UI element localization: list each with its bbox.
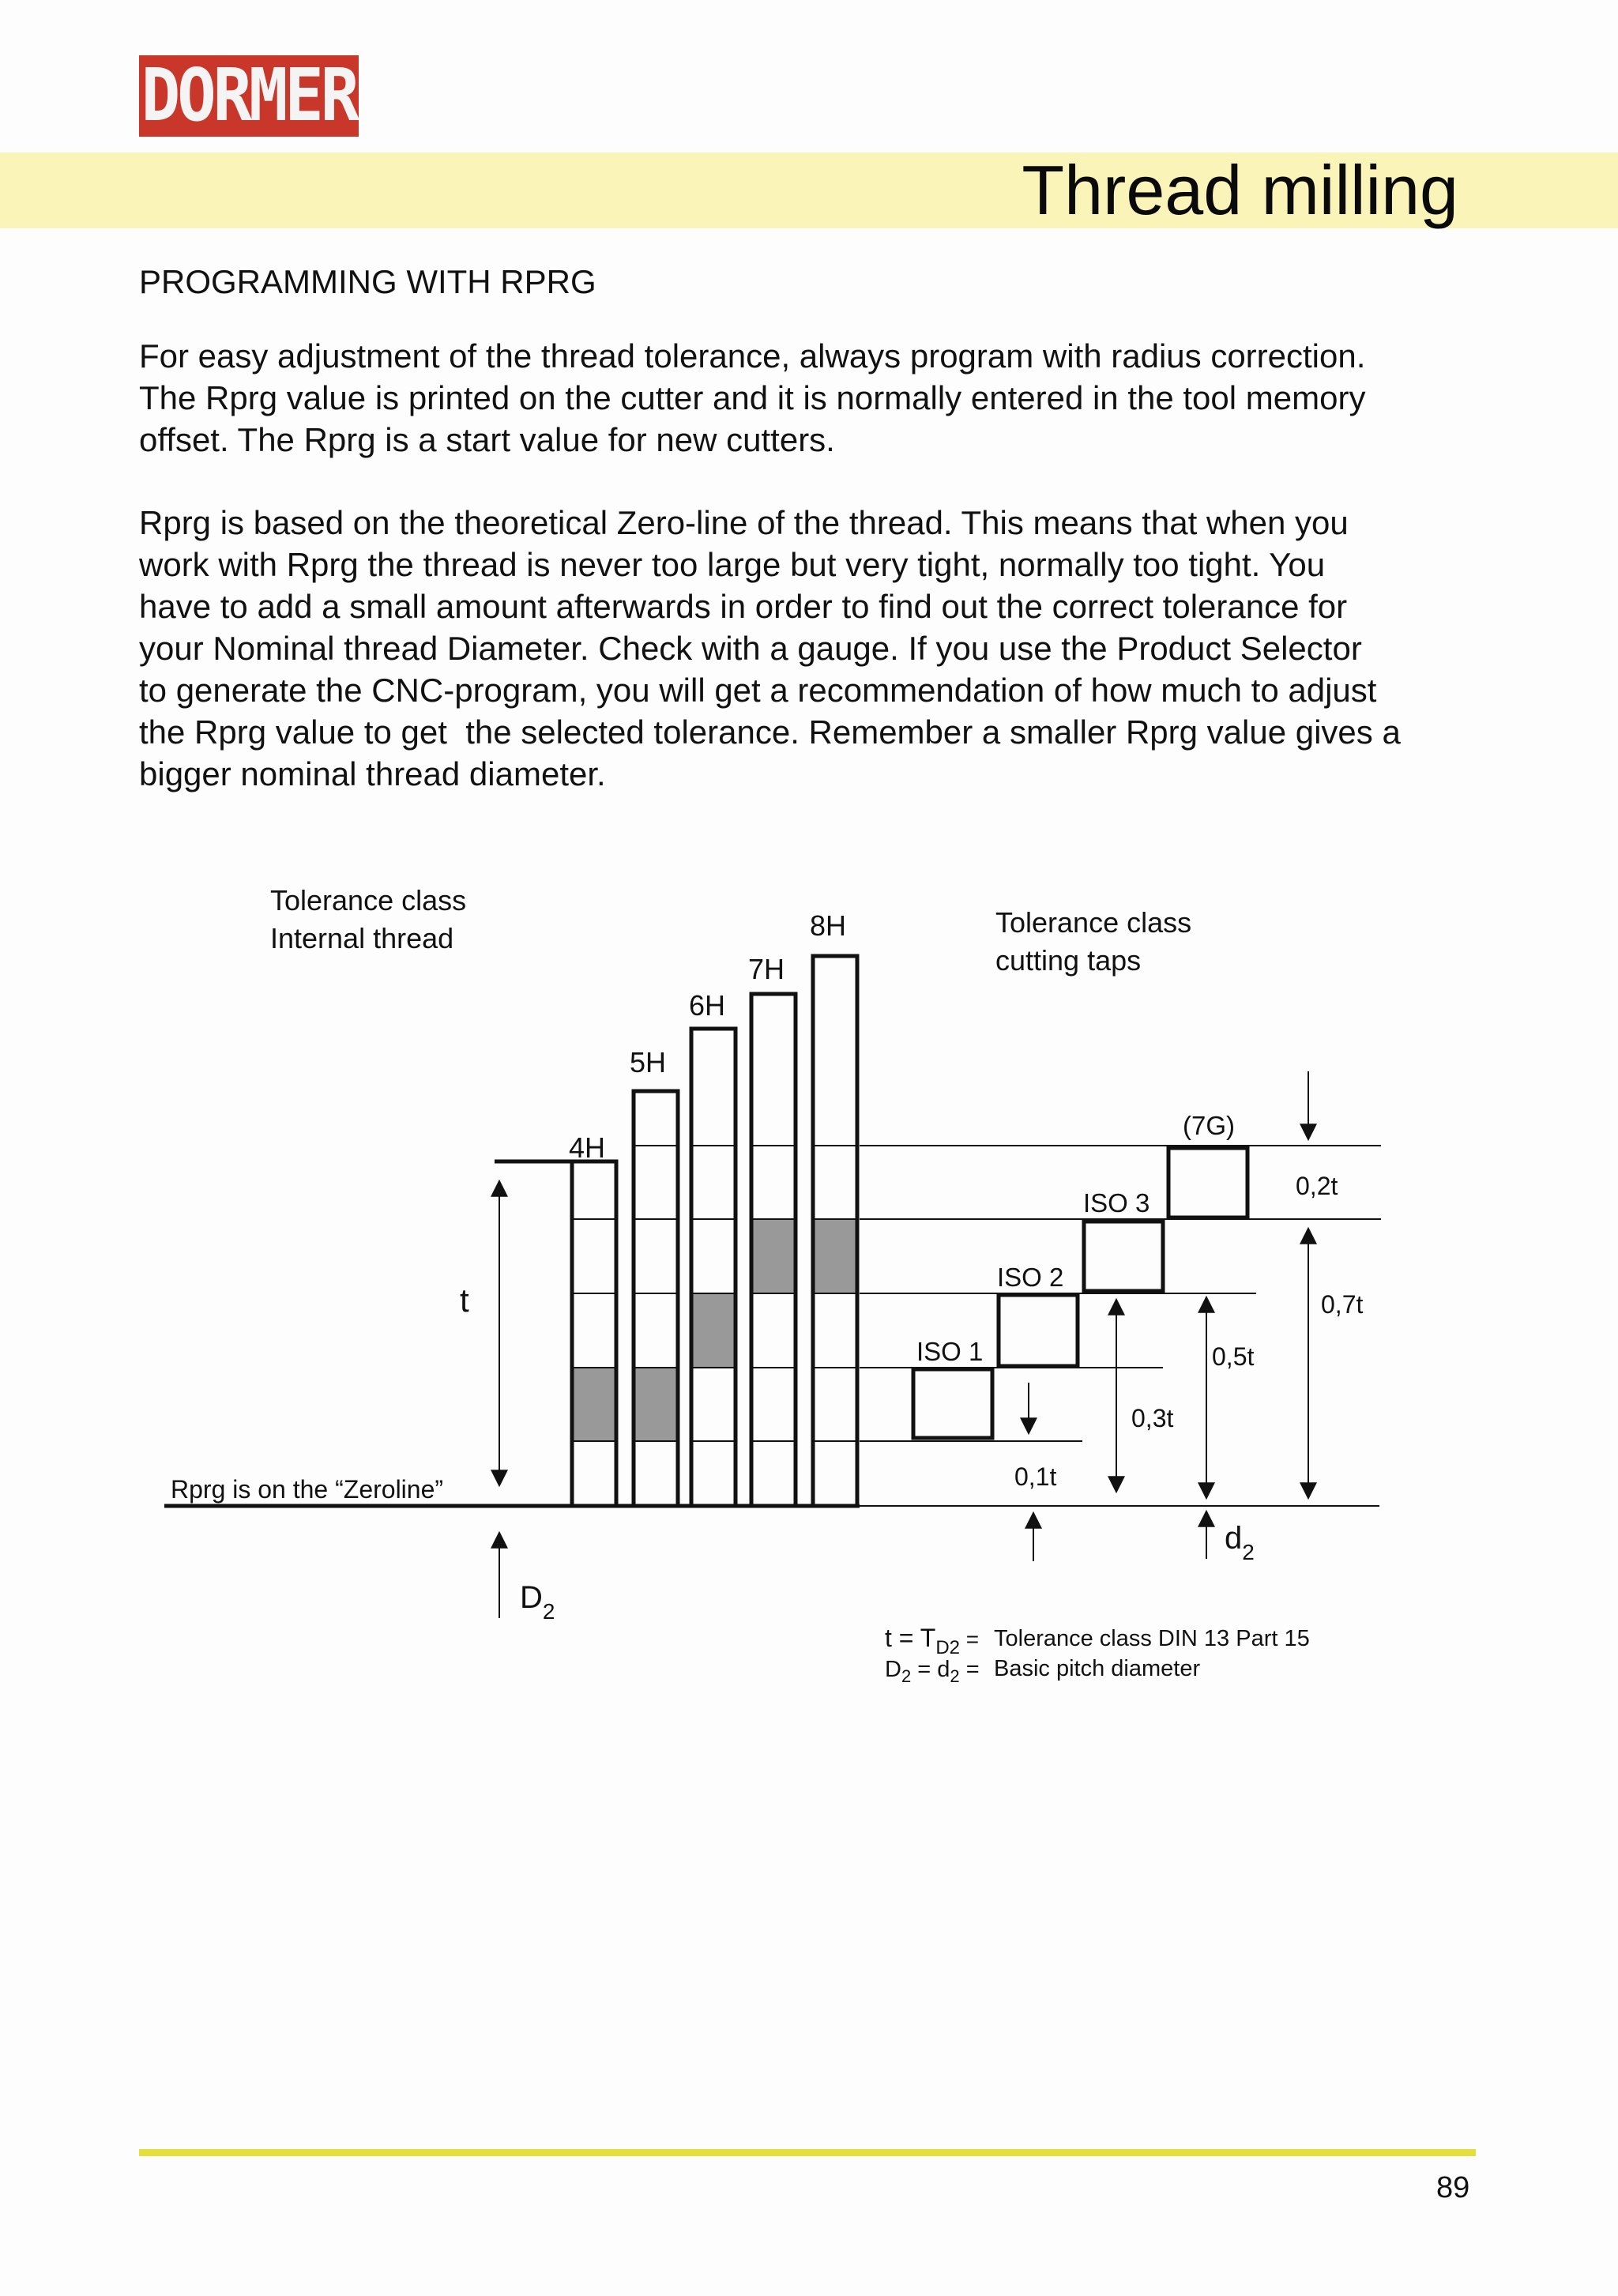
legend-row-1-text: Tolerance class DIN 13 Part 15 — [994, 1626, 1310, 1651]
label-4H: 4H — [569, 1131, 606, 1164]
legend-eq-2: = — [959, 1657, 980, 1682]
legend-d-sub: 2 — [950, 1666, 960, 1686]
label-02t: 0,2t — [1296, 1172, 1338, 1200]
internal-columns — [572, 956, 857, 1506]
legend-t-TD: t = T — [885, 1624, 936, 1652]
paragraph-line: your Nominal thread Diameter. Check with a gauge. If you use the Product Selector — [139, 630, 1362, 667]
paragraph-line: For easy adjustment of the thread tolerance, always program with radius correction. — [139, 337, 1366, 375]
shade-4H — [572, 1368, 616, 1441]
section-heading: PROGRAMMING WITH RPRG — [139, 263, 596, 300]
column-6H-outline — [691, 1029, 736, 1506]
paragraph-line: bigger nominal thread diameter. — [139, 755, 606, 792]
label-iso-3: ISO 3 — [1083, 1188, 1150, 1218]
label-6H: 6H — [689, 989, 726, 1022]
label-01t: 0,1t — [1014, 1462, 1057, 1491]
page-title: Thread milling — [1022, 151, 1458, 229]
t-label: t — [460, 1282, 469, 1319]
label-5H: 5H — [630, 1046, 667, 1078]
box-iso-3 — [1084, 1221, 1163, 1291]
zeroline-label: Rprg is on the “Zeroline” — [171, 1475, 444, 1504]
legend-eq-1: = — [960, 1627, 980, 1651]
column-5H-outline — [634, 1091, 678, 1506]
shade-6H — [691, 1293, 736, 1368]
legend-D-sub: 2 — [901, 1666, 912, 1686]
column-8H — [813, 956, 857, 1506]
label-7G: (7G) — [1183, 1111, 1235, 1140]
label-iso-2: ISO 2 — [997, 1263, 1064, 1292]
shade-7H — [751, 1219, 796, 1293]
column-6H — [691, 1029, 736, 1506]
d2-sub: 2 — [1242, 1540, 1255, 1564]
taps-label-line2: cutting taps — [995, 944, 1142, 977]
box-7G — [1168, 1148, 1247, 1218]
taps-label-line1: Tolerance class — [995, 906, 1192, 939]
D2-main: D — [520, 1580, 543, 1615]
column-4H-outline — [572, 1161, 616, 1506]
internal-label-line2: Internal thread — [270, 922, 454, 954]
box-iso-2 — [999, 1295, 1078, 1366]
label-7H: 7H — [748, 953, 785, 985]
d2-main: d — [1225, 1521, 1243, 1556]
D2-label — [520, 1580, 555, 1624]
footer-rule — [139, 2149, 1476, 2156]
column-4H — [572, 1161, 616, 1506]
column-7H — [751, 994, 796, 1506]
internal-label-line1: Tolerance class — [270, 884, 467, 917]
label-07t: 0,7t — [1321, 1290, 1364, 1319]
paragraph-line: The Rprg value is printed on the cutter and it is normally entered in the tool memory — [139, 379, 1366, 416]
shade-8H — [813, 1219, 857, 1293]
paragraph-line: Rprg is based on the theoretical Zero-line of the thread. This means that when you — [139, 504, 1349, 541]
label-iso-1: ISO 1 — [916, 1337, 984, 1366]
page-number: 89 — [1436, 2171, 1470, 2204]
paragraph-line: work with Rprg the thread is never too large but very tight, normally too tight. You — [139, 546, 1326, 583]
shade-5H — [634, 1368, 678, 1441]
legend-D: D — [885, 1657, 901, 1682]
legend — [885, 1624, 1310, 1686]
label-03t: 0,3t — [1131, 1404, 1174, 1432]
d2-label — [1225, 1521, 1255, 1564]
column-5H — [634, 1091, 678, 1506]
paragraph-line: offset. The Rprg is a start value for new cutters. — [139, 421, 835, 458]
legend-row-2-symbol — [885, 1657, 980, 1686]
paragraph-line: have to add a small amount afterwards in order to find out the correct tolerance for — [139, 588, 1348, 625]
legend-row-1-symbol — [885, 1624, 979, 1658]
legend-eq-d: = d — [911, 1657, 950, 1682]
logo-text: DORMER — [141, 53, 357, 138]
legend-D2-sub: D2 — [935, 1637, 961, 1658]
D2-sub: 2 — [542, 1599, 555, 1624]
paragraph-line: the Rprg value to get the selected tolerance. Remember a smaller Rprg value gives a — [139, 713, 1401, 751]
box-iso-1 — [913, 1369, 992, 1438]
paragraph-line: to generate the CNC-program, you will get a recommendation of how much to adjust — [139, 672, 1377, 709]
label-05t: 0,5t — [1212, 1342, 1255, 1371]
label-8H: 8H — [810, 909, 847, 942]
legend-row-2-text: Basic pitch diameter — [994, 1656, 1201, 1681]
